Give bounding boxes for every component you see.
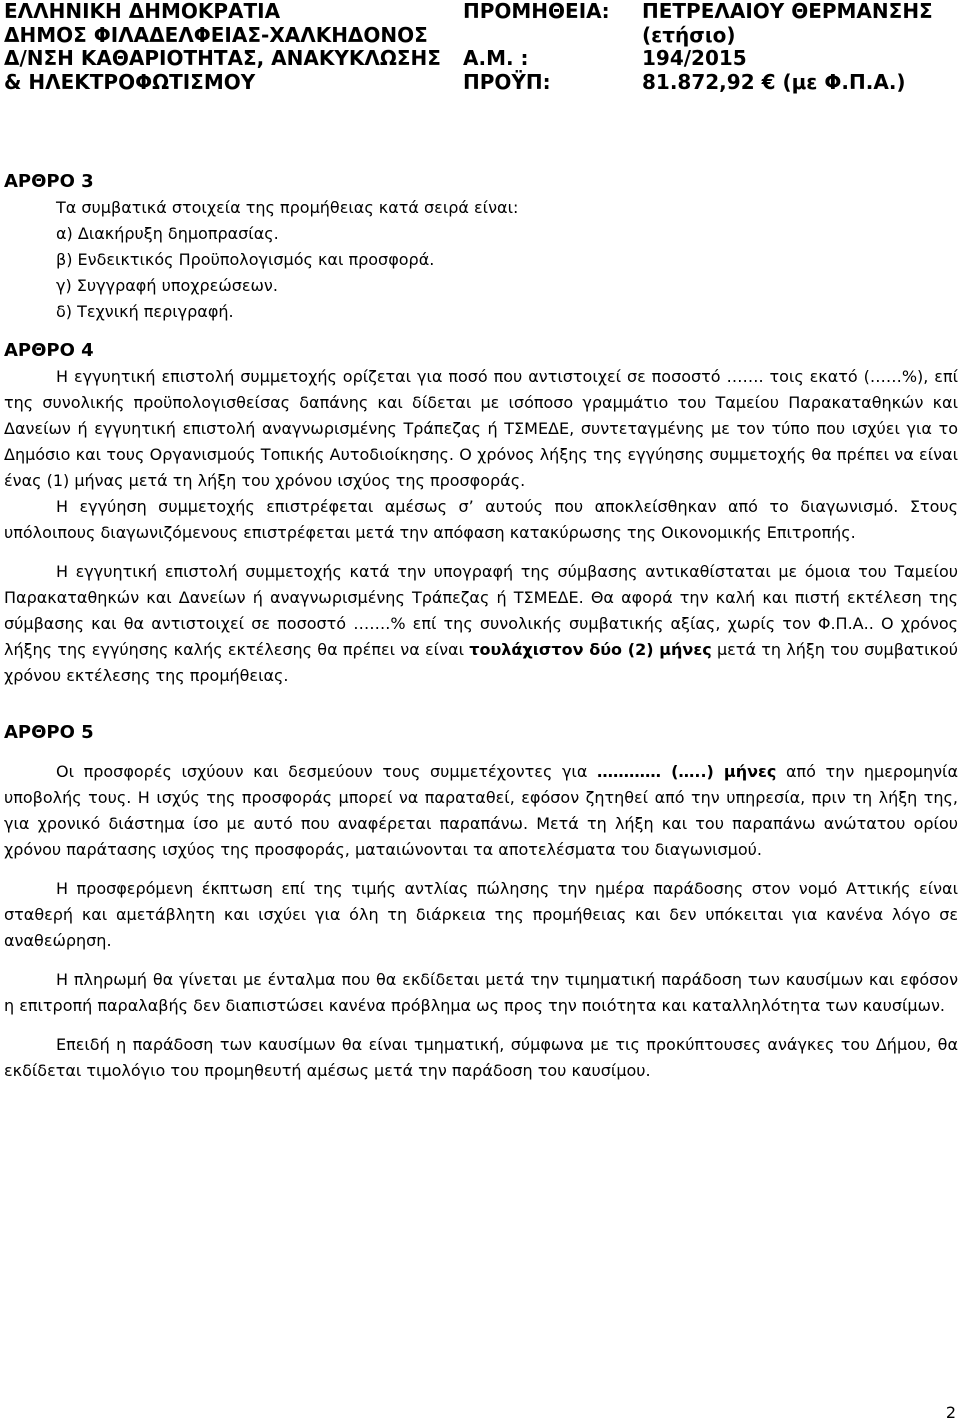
- list-item: γ) Συγγραφή υποχρεώσεων.: [56, 276, 278, 295]
- header-values: [642, 0, 960, 94]
- article-3-title: ΑΡΘΡΟ 3: [4, 171, 94, 192]
- header-label-budget: ΠΡΟΫΠ:: [463, 69, 551, 94]
- list-item: β) Ενδεικτικός Προϋπολογισμός και προσφορά.: [56, 250, 435, 269]
- header-label-empty: [463, 24, 623, 48]
- article-4-paragraph-2: Η εγγύηση συμμετοχής επιστρέφεται αμέσως σ’ αυτούς που αποκλείσθηκαν από το διαγωνισμό. Στους υπόλοιπους διαγωνιζόμενους επιστρέφεται μετά την απόφαση κατακύρωσης της Οικονομικής Επιτροπής.: [4, 497, 958, 542]
- document-header: [0, 0, 960, 100]
- header-value-supply: ΠΕΤΡΕΛΑΙΟΥ ΘΕΡΜΑΝΣΗΣ: [642, 0, 933, 23]
- article-4-p3-start: Η εγγυητική επιστολή συμμετοχής κατά την υπογραφή της σύμβασης αντικαθίσταται με όμοια του Ταμείου Παρακαταθηκών και Δανείων ή αναγνωρισμένης Τράπεζας ή ΤΣΜΕΔΕ. Θα αφορά την καλή και πιστή εκτέλεση της σύμβασης και θα αντιστοιχεί σε ποσοστό …….% επί της συνολικής συμβατικής αξίας, χωρίς τον Φ.Π.Α.. Ο χρόνος λήξης της εγγύησης καλής εκτέλεσης θα πρέπει να είναι: [4, 562, 958, 659]
- spacer: [4, 746, 958, 759]
- article-5-paragraph-2: Η προσφερόμενη έκπτωση επί της τιμής αντλίας πώλησης την ημέρα παράδοσης στον νομό Αττικής είναι σταθερή και αμετάβλητη και ισχύει για όλη τη διάρκεια της προμήθειας και δεν υπόκειται για κανένα λόγο σε αναθεώρηση.: [4, 879, 958, 950]
- header-label-supply: ΠΡΟΜΗΘΕΙΑ:: [463, 0, 610, 23]
- article-5-paragraph-3: Η πληρωμή θα γίνεται με ένταλμα που θα εκδίδεται μετά την τιμηματική παράδοση των καυσίμων και εφόσον η επιτροπή παραλαβής δεν διαπιστώσει κανένα πρόβλημα ως προς την ποιότητα και καταλληλότητα των καυσίμων.: [4, 970, 958, 1015]
- header-value-period: (ετήσιο): [642, 22, 736, 47]
- article-3-intro: Τα συμβατικά στοιχεία της προμήθειας κατά σειρά είναι:: [56, 198, 519, 217]
- header-value-budget: 81.872,92 € (με Φ.Π.Α.): [642, 69, 906, 94]
- header-left-line: & ΗΛΕΚΤΡΟΦΩΤΙΣΜΟΥ: [4, 69, 256, 94]
- header-label-am: Α.Μ. :: [463, 46, 529, 70]
- article-4-p3-bold: τουλάχιστον δύο (2) μήνες: [469, 640, 712, 659]
- spacer: [4, 546, 958, 559]
- article-4-paragraph-1: Η εγγυητική επιστολή συμμετοχής ορίζεται για ποσό που αντιστοιχεί σε ποσοστό ……. τοις εκατό (……%), επί της συνολικής προϋπολογισθείσας δαπάνης και δίδεται με ισόποσο γραμμάτιο του Ταμείου Παρακαταθηκών και Δανείων ή εγγυητική επιστολή αναγνωρισμένης Τράπεζας ή ΤΣΜΕΔΕ, συντεταγμένης με τον τύπο που ισχύει για το Δημόσιο και τους Οργανισμούς Τοπικής Αυτοδιοίκησης. Ο χρόνος λήξης της εγγύησης συμμετοχής θα πρέπει να είναι ένας (1) μήνας μετά τη λήξη του χρόνου ισχύος της προσφοράς.: [4, 367, 958, 490]
- article-5-title: ΑΡΘΡΟ 5: [4, 722, 94, 743]
- spacer: [4, 863, 958, 876]
- article-5-p1-bold: ………… (…..) μήνες: [596, 762, 777, 781]
- article-4-title: ΑΡΘΡΟ 4: [4, 340, 94, 361]
- article-5-paragraph-4: Επειδή η παράδοση των καυσίμων θα είναι τμηματική, σύμφωνα με τις προκύπτουσες ανάγκες του Δήμου, θα εκδίδεται τιμολόγιο του προμηθευτή αμέσως μετά την παράδοση του καυσίμου.: [4, 1035, 958, 1080]
- header-left-line: ΔΗΜΟΣ ΦΙΛΑΔΕΛΦΕΙΑΣ-ΧΑΛΚΗΔΟΝΟΣ: [4, 22, 428, 47]
- spacer: [4, 1019, 958, 1032]
- article-4-paragraph-3: [4, 559, 958, 689]
- article-5-p1-start: Οι προσφορές ισχύουν και δεσμεύουν τους συμμετέχοντες για: [56, 762, 597, 781]
- header-authority: [4, 0, 454, 94]
- header-value-am: 194/2015: [642, 46, 747, 70]
- spacer: [4, 325, 958, 338]
- document-body: [4, 169, 958, 1084]
- header-left-line: Δ/ΝΣΗ ΚΑΘΑΡΙΟΤΗΤΑΣ, ΑΝΑΚΥΚΛΩΣΗΣ: [4, 46, 441, 70]
- page-number: 2: [945, 1403, 956, 1422]
- article-5-paragraph-1: [4, 759, 958, 863]
- article-4-p3-end: μετά τη λήξη του συμβατικού χρόνου εκτέλεσης της προμήθειας.: [4, 640, 958, 685]
- list-item: α) Διακήρυξη δημοπρασίας.: [56, 224, 279, 243]
- spacer: [4, 689, 958, 707]
- list-item: δ) Τεχνική περιγραφή.: [56, 302, 234, 321]
- spacer: [4, 954, 958, 967]
- spacer: [4, 707, 958, 720]
- header-labels: [463, 0, 623, 94]
- header-left-line: ΕΛΛΗΝΙΚΗ ΔΗΜΟΚΡΑΤΙΑ: [4, 0, 281, 23]
- article-5-p1-end: από την ημερομηνία υποβολής τους. Η ισχύς της προσφοράς μπορεί να παραταθεί, εφόσον ζητηθεί από την υπηρεσία, πριν τη λήξη της, για χρονικό διάστημα ίσο με αυτό που αναφέρεται παραπάνω. Μετά τη λήξη και του παραπάνω ανώτατου ορίου χρόνου παράτασης ισχύος της προσφοράς, ματαιώνονται τα αποτελέσματα του διαγωνισμού.: [4, 762, 959, 859]
